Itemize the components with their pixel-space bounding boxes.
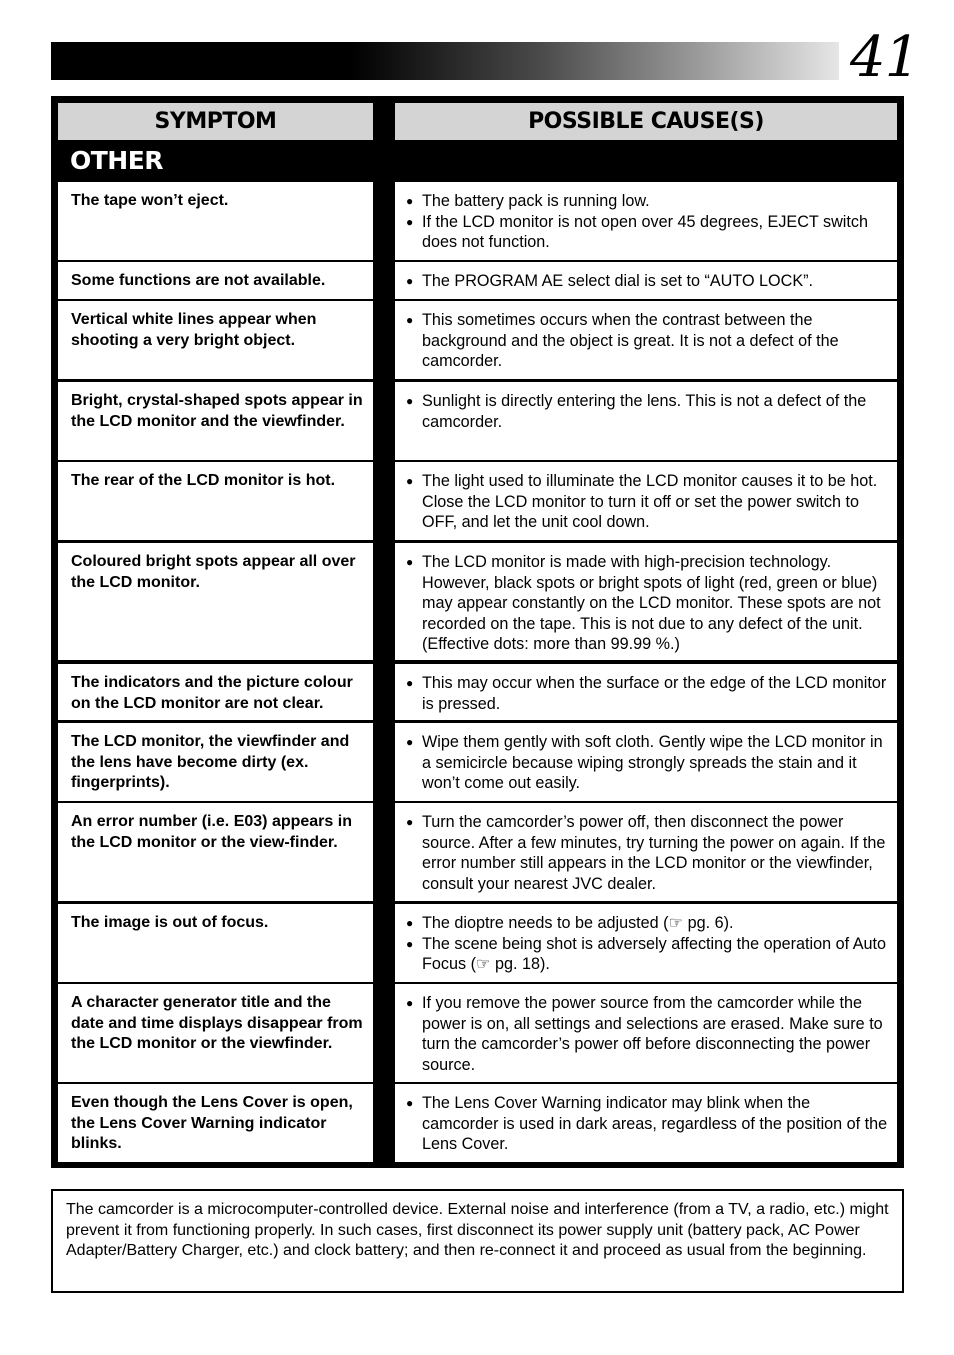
cause-text: Wipe them gently with soft cloth. Gently wipe the LCD monitor in a semicircle because wiping strongly spreads the stain and it won’t come out easily.	[422, 733, 883, 792]
cause-text: The LCD monitor is made with high-precision technology. However, black spots or bright spots of light (red, green or blue) may appear constantly on the LCD monitor. These spots are not recorded on the tape. This is not due to any defect of the unit. (Effective dots: more than 99.99 %.)	[422, 553, 881, 653]
page-number: 41	[850, 25, 920, 90]
symptom-cell: The rear of the LCD monitor is hot.	[58, 462, 373, 540]
symptom-cell: The indicators and the picture colour on the LCD monitor are not clear.	[58, 664, 373, 720]
bullet-icon: ●	[406, 936, 414, 951]
cause-text: This sometimes occurs when the contrast between the background and the object is great. It is not a defect of the camcorder.	[422, 311, 839, 370]
cause-item	[406, 673, 891, 714]
bullet-icon: ●	[406, 313, 414, 327]
bullet-icon: ●	[406, 815, 414, 829]
symptom-cell: The image is out of focus.	[58, 904, 373, 982]
cause-item	[406, 310, 891, 372]
symptom-cell: Some functions are not available.	[58, 262, 373, 299]
cause-cell	[395, 262, 897, 299]
cause-cell	[395, 182, 897, 260]
bullet-icon: ●	[406, 394, 414, 408]
cause-item	[406, 191, 891, 212]
symptom-cell: An error number (i.e. E03) appears in the LCD monitor or the view-finder.	[58, 803, 373, 901]
cause-cell	[395, 664, 897, 720]
cause-item	[406, 1093, 891, 1155]
cause-cell	[395, 803, 897, 901]
cause-text: If you remove the power source from the camcorder while the power is on, all settings and selections are erased. Make sure to turn the camcorder’s power off before disconnecting the power source.	[422, 994, 883, 1074]
bullet-icon: ●	[406, 676, 414, 690]
bullet-icon: ●	[406, 474, 414, 488]
bullet-icon: ●	[406, 996, 414, 1010]
cause-cell	[395, 382, 897, 460]
note-text: The camcorder is a microcomputer-controlled device. External noise and interference (from a TV, a radio, etc.) might prevent it from functioning properly. In such cases, first disconnect its power supply unit (battery pack, AC Power Adapter/Battery Charger, etc.) and clock battery; and then re-connect it and proceed as usual from the beginning.	[66, 1201, 889, 1259]
cause-cell	[395, 301, 897, 379]
bullet-icon: ●	[406, 1096, 414, 1110]
cause-text: The light used to illuminate the LCD monitor causes it to be hot. Close the LCD monitor to turn it off or set the power switch to OFF, and let the unit cool down.	[422, 472, 878, 531]
column-header-symptom: SYMPTOM	[58, 103, 373, 140]
cause-cell	[395, 1084, 897, 1162]
cause-item	[406, 732, 891, 794]
cause-text: The scene being shot is adversely affecting the operation of Auto Focus (☞ pg. 18).	[422, 934, 887, 973]
cause-cell	[395, 543, 897, 660]
cause-item	[406, 934, 891, 975]
cause-item	[406, 391, 891, 432]
symptom-cell: Coloured bright spots appear all over the LCD monitor.	[58, 543, 373, 660]
header-gradient-bar	[51, 42, 839, 80]
cause-item	[406, 471, 891, 533]
cause-text: The Lens Cover Warning indicator may blink when the camcorder is used in dark areas, regardless of the position of the Lens Cover.	[422, 1094, 888, 1153]
cause-item	[406, 993, 891, 1075]
cause-text: Sunlight is directly entering the lens. This is not a defect of the camcorder.	[422, 392, 867, 431]
symptom-cell: A character generator title and the date and time displays disappear from the LCD monitor or the viewfinder.	[58, 984, 373, 1082]
note-box	[51, 1189, 904, 1293]
column-header-possible-causes: POSSIBLE CAUSE(S)	[395, 103, 897, 140]
symptom-cell: The LCD monitor, the viewfinder and the lens have become dirty (ex. fingerprints).	[58, 723, 373, 801]
cause-cell	[395, 984, 897, 1082]
bullet-icon: ●	[406, 274, 414, 288]
cause-text: This may occur when the surface or the edge of the LCD monitor is pressed.	[422, 674, 887, 713]
symptom-cell: The tape won’t eject.	[58, 182, 373, 260]
bullet-icon: ●	[406, 735, 414, 749]
cause-item	[406, 552, 891, 655]
cause-item	[406, 212, 891, 253]
cause-text: If the LCD monitor is not open over 45 degrees, EJECT switch does not function.	[422, 212, 868, 251]
bullet-icon: ●	[406, 194, 414, 208]
cause-text: Turn the camcorder’s power off, then disconnect the power source. After a few minutes, try turning the power on again. If the error number still appears in the LCD monitor or the viewfinder, consult your nearest JVC dealer.	[422, 813, 886, 893]
symptom-cell: Bright, crystal-shaped spots appear in the LCD monitor and the viewfinder.	[58, 382, 373, 460]
bullet-icon: ●	[406, 916, 414, 930]
cause-item	[406, 271, 891, 292]
cause-cell	[395, 462, 897, 540]
section-title-other: OTHER	[70, 146, 164, 175]
cause-text: The dioptre needs to be adjusted (☞ pg. 6).	[422, 914, 734, 932]
cause-text: The battery pack is running low.	[422, 192, 650, 210]
cause-item	[406, 913, 891, 934]
cause-text: The PROGRAM AE select dial is set to “AUTO LOCK”.	[422, 272, 814, 290]
bullet-icon: ●	[406, 214, 414, 229]
cause-item	[406, 812, 891, 894]
bullet-icon: ●	[406, 555, 414, 569]
cause-cell	[395, 904, 897, 982]
symptom-cell: Even though the Lens Cover is open, the Lens Cover Warning indicator blinks.	[58, 1084, 373, 1162]
cause-cell	[395, 723, 897, 801]
symptom-cell: Vertical white lines appear when shooting a very bright object.	[58, 301, 373, 379]
